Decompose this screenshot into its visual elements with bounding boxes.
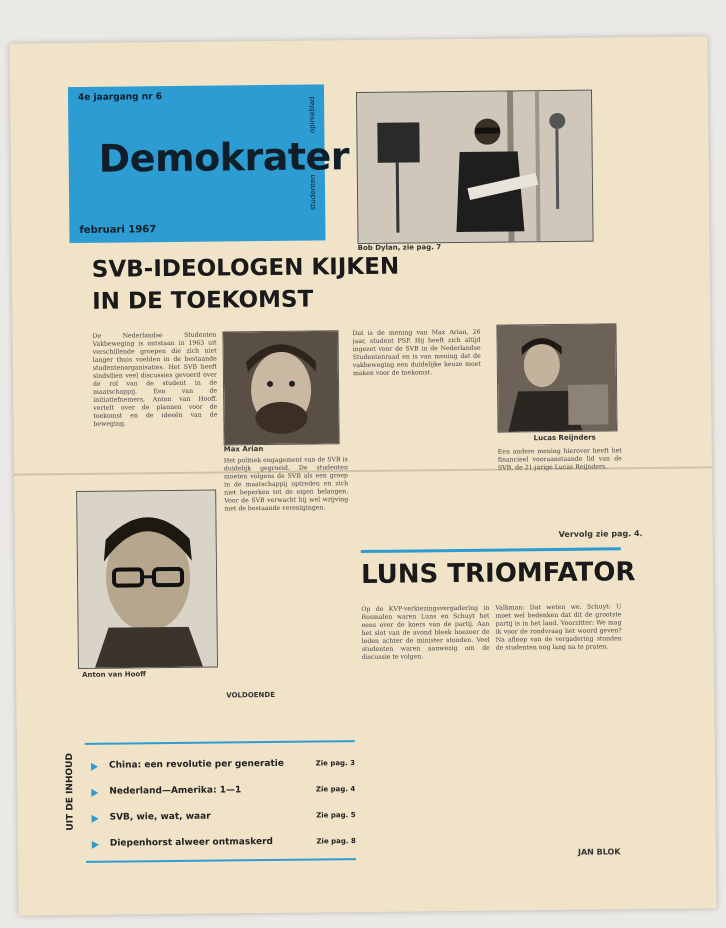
arian-photo-illustration <box>223 331 338 444</box>
toc-item <box>91 758 355 775</box>
article-svb-column-1: De Nederlandse Studenten Vakbeweging is ontstaan in 1963 uit verschillende groepen die zich niet langer thuis voelden in de bestaande studentenorganisaties. Het SVB heeft sindsdien veel discussies gevoerd over de rol van de student in de maatschappij. Een van de initiatiefnemers, Anton van Hooff, vertelt over de plannen voor de toekomst en de ideeën van de beweging. <box>92 331 218 428</box>
subhead-voldoende: VOLDOENDE <box>226 690 276 700</box>
toc-top-rule <box>85 740 355 745</box>
toc-item-title: Diepenhorst alweer ontmaskerd <box>109 836 274 849</box>
arrow-icon <box>91 763 98 771</box>
headline-svb-line2: IN DE TOEKOMST <box>92 286 314 315</box>
masthead-side-top: opinieblad <box>308 96 317 134</box>
toc-item <box>92 836 356 853</box>
toc-item-page: Zie pag. 8 <box>316 837 356 846</box>
arrow-icon <box>92 815 99 823</box>
newspaper-page <box>9 36 716 915</box>
toc-label-wrap <box>65 753 82 863</box>
reijnders-caption: Lucas Reijnders <box>533 433 596 443</box>
issue-number: 4e jaargang nr 6 <box>77 92 162 103</box>
arrow-icon <box>91 789 98 797</box>
article-svb-column-2: Het politiek engagement van de SVB is duidelijk gegroeid. De studenten moeten volgens de SVB als een groep in de maatschappij optreden en zich niet beperken tot de eigen belangen. Voor de SVB verwacht hij wel wrijving met de bestaande verenigingen. <box>223 456 349 513</box>
newspaper-title: Demokrater <box>98 134 350 181</box>
headline-svb-line1: SVB-IDEOLOGEN KIJKEN <box>91 253 400 283</box>
arian-photo <box>222 330 339 445</box>
dylan-photo <box>356 90 594 244</box>
headline-luns: LUNS TRIOMFATOR <box>360 557 636 591</box>
toc-item-title: China: een revolutie per generatie <box>108 758 285 771</box>
masthead-side-bottom: studenten <box>308 174 318 211</box>
hooff-photo <box>76 490 218 669</box>
toc-item-page: Zie pag. 4 <box>315 785 356 794</box>
article-svb-column-4: Een andere mening hierover heeft het financieel vooraanstaande lid van de SVB, de 21-jarige Lucas Reijnders. <box>497 447 622 472</box>
hooff-photo-illustration <box>77 491 217 668</box>
toc-bottom-rule <box>86 858 356 863</box>
toc-item-title: SVB, wie, wat, waar <box>109 811 211 823</box>
arrow-icon <box>92 841 99 849</box>
continued-note: Vervolg zie pag. 4. <box>558 529 643 539</box>
arian-caption: Max Arian <box>223 445 264 454</box>
dylan-photo-illustration <box>357 91 593 243</box>
toc-item <box>91 784 355 801</box>
article-svb-column-3: Dat is de mening van Max Arian, 26 jaar, student PSP. Hij heeft zich altijd ingezet voor de SVB in de Nederlandse Studentenraad en is van mening dat de vakbeweging een duidelijke keuze moet maken voor de toekomst. <box>352 328 481 378</box>
reijnders-photo-illustration <box>497 324 616 431</box>
toc-item-page: Zie pag. 5 <box>316 811 356 820</box>
dylan-caption: Bob Dylan, zie pag. 7 <box>357 243 442 253</box>
toc-item-title: Nederland—Amerika: 1—1 <box>109 785 242 797</box>
masthead <box>68 84 350 243</box>
hooff-caption: Anton van Hooff <box>82 670 146 679</box>
reijnders-photo <box>496 323 617 432</box>
table-of-contents <box>61 740 362 873</box>
issue-date: februari 1967 <box>79 224 157 236</box>
toc-item-page: Zie pag. 3 <box>315 759 356 768</box>
toc-label: UIT DE INHOUD <box>64 753 76 831</box>
article-luns-column-2: Valkman: Dat weten we. Schuyt: U moet wel bedenken dat dit de grootste partij is in het land. Voorzitter: We mag ik voor de rondvraag het woord geven? Na afloop van de vergadering stonden de studenten nog lang na te praten. <box>495 603 622 652</box>
toc-item <box>92 810 356 827</box>
article-luns-column-1: Op de KVP-verkiezingsvergadering in Rosmalen waren Luns en Schuyt het eens over de koers van de partij. Aan het slot van de avond bleek hoezeer de leden achter de minister stonden. Veel studenten waren aanwezig om de discussie te volgen. <box>361 604 490 662</box>
author-byline: JAN BLOK <box>577 847 621 857</box>
